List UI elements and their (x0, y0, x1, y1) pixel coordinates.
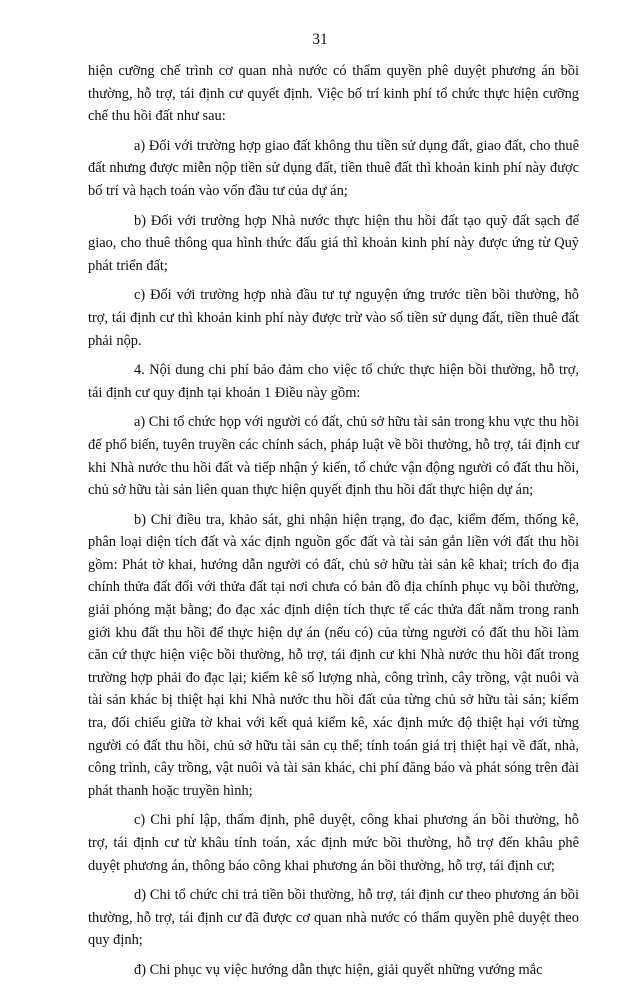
paragraph-continuation: hiện cưỡng chế trình cơ quan nhà nước có thẩm quyền phê duyệt phương án bồi thường, hỗ trợ, tái định cư quyết định. Việc bố trí kinh phí tổ chức thực hiện cưỡng chế thu hồi đất như sau: (88, 63, 579, 125)
paragraph-item-b-survey: b) Chi điều tra, khảo sát, ghi nhận hiện trạng, đo đạc, kiểm đếm, thống kê, phân loại diện tích đất và xác định nguồn gốc đất và tài sản gắn liền với đất thu hồi gồm: Phát tờ khai, hướng dẫn người có đất, chủ sở hữu tài sản kê khai; trích đo địa chính thửa đất đối với thửa đất tại nơi chưa có bản đồ địa chính phục vụ bồi thường, giải phóng mặt bằng; đo đạc xác định diện tích thực tế các thửa đất nằm trong ranh giới khu đất thu hồi để thực hiện dự án (nếu có) của từng người có đất thu hồi làm căn cứ thực hiện việc bồi thường, hỗ trợ, tái định cư khi Nhà nước thu hồi đất trong trường hợp phải đo đạc lại; kiểm kê số lượng nhà, công trình, cây trồng, vật nuôi và tài sản khác bị thiệt hại khi Nhà nước thu hồi đất của từng chủ sở hữu tài sản; kiểm tra, đối chiếu giữa tờ khai với kết quả kiểm kê, xác định mức độ thiệt hại với từng người có đất thu hồi, chủ sở hữu tài sản cụ thể; tính toán giá trị thiệt hại về đất, nhà, công trình, cây trồng, vật nuôi và tài sản khác, chi phí đăng báo và phát sóng trên đài phát thanh hoặc truyền hình; (88, 511, 579, 799)
paragraph-clause-4: 4. Nội dung chi phí bảo đảm cho việc tổ chức thực hiện bồi thường, hỗ trợ, tái định cư quy định tại khoản 1 Điều này gồm: (88, 362, 579, 401)
paragraph-item-c-plan: c) Chi phí lập, thẩm định, phê duyệt, công khai phương án bồi thường, hỗ trợ, tái định cư từ khâu tính toán, xác định mức bồi thường, hỗ trợ đến khâu phê duyệt phương án, thông báo công khai phương án bồi thường, hỗ trợ, tái định cư; (88, 812, 579, 874)
paragraph-item-d-payment: d) Chi tổ chức chi trả tiền bồi thường, hỗ trợ, tái định cư theo phương án bồi thường, hỗ trợ, tái định cư đã được cơ quan nhà nước có thẩm quyền phê duyệt theo quy định; (88, 887, 579, 949)
paragraph-item-c-funding: c) Đối với trường hợp nhà đầu tư tự nguyện ứng trước tiền bồi thường, hỗ trợ, tái định cư thì khoản kinh phí này được trừ vào số tiền sử dụng đất, tiền thuê đất phải nộp. (88, 287, 579, 349)
page-number: 31 (312, 31, 328, 48)
document-body (88, 60, 579, 989)
paragraph-item-a-meetings: a) Chi tổ chức họp với người có đất, chủ sở hữu tài sản trong khu vực thu hồi để phổ biến, tuyên truyền các chính sách, pháp luật về bồi thường, hỗ trợ, tái định cư khi Nhà nước thu hồi đất và tiếp nhận ý kiến, tổ chức vận động người có đất thu hồi, chủ sở hữu tài sản liên quan thực hiện quyết định thu hồi đất thực hiện dự án; (88, 414, 579, 499)
paragraph-item-b-funding: b) Đối với trường hợp Nhà nước thực hiện thu hồi đất tạo quỹ đất sạch để giao, cho thuê thông qua hình thức đấu giá thì khoản kinh phí này được ứng từ Quỹ phát triển đất; (88, 212, 579, 274)
paragraph-item-dd-guidance: đ) Chi phục vụ việc hướng dẫn thực hiện, giải quyết những vướng mắc (134, 961, 543, 978)
paragraph-item-a-funding: a) Đối với trường hợp giao đất không thu tiền sử dụng đất, giao đất, cho thuê đất nhưng được miễn nộp tiền sử dụng đất, tiền thuê đất thì khoản kinh phí này được bố trí và hạch toán vào vốn đầu tư của dự án; (88, 137, 579, 199)
